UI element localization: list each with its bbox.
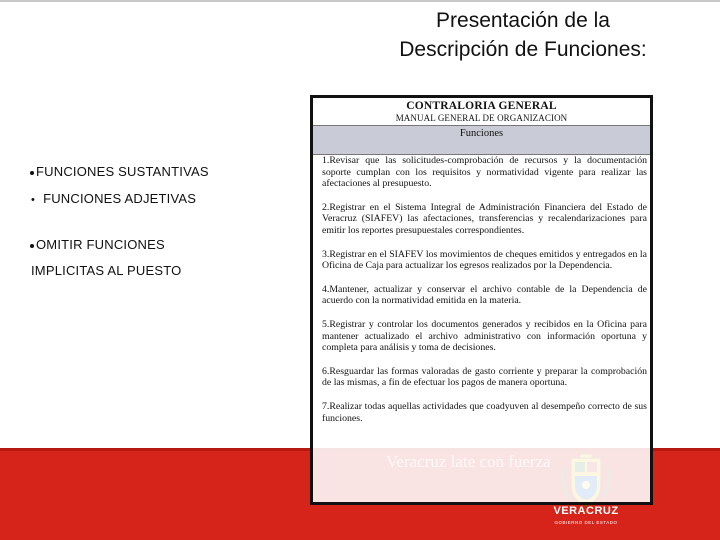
bullet-item: OMITIR FUNCIONES bbox=[30, 237, 165, 252]
function-item: 6.Resguardar las formas valoradas de gasto corriente y preparar la comprobación de las mismas, a fin de efectuar los pagos de manera oportuna. bbox=[322, 365, 647, 389]
bullet-item: FUNCIONES SUSTANTIVAS bbox=[30, 164, 209, 179]
document-manual: MANUAL GENERAL DE ORGANIZACION bbox=[395, 113, 568, 123]
function-item: 2.Registrar en el Sistema Integral de Administración Financiera del Estado de Veracruz (SIAFEV) las afectaciones, transferencias y recalendarizaciones para emitir los reportes presupuestales correspondientes. bbox=[322, 201, 647, 236]
function-item: 1.Revisar que las solicitudes-comprobación de recursos y la documentación soporte cumplan con los requisitos y normatividad vigente para realizar las afectaciones al presupuesto. bbox=[322, 155, 647, 190]
bullet-item: • FUNCIONES ADJETIVAS bbox=[31, 191, 197, 206]
functions-document-image bbox=[310, 95, 653, 505]
bullet-continuation: IMPLICITAS AL PUESTO bbox=[31, 263, 182, 278]
bullet-dot-icon bbox=[30, 244, 34, 248]
document-functions-list bbox=[313, 155, 650, 424]
document-header bbox=[313, 98, 650, 125]
footer-logo-word: VERACRUZ bbox=[553, 505, 619, 517]
function-item: 5.Registrar y controlar los documentos generados y recibidos en la Oficina para mantener actualizado el archivo administrativo con información oportuna y completa para análisis y toma de decisiones. bbox=[322, 318, 647, 354]
slide-title bbox=[330, 6, 716, 64]
document-section-band: Funciones bbox=[313, 125, 650, 155]
document-org: CONTRALORIA GENERAL bbox=[406, 100, 557, 112]
title-line-2: Descripción de Funciones: bbox=[399, 38, 647, 61]
function-item: 7.Realizar todas aquellas actividades que coadyuven al desempeño correcto de sus funciones. bbox=[322, 400, 647, 424]
bullet-dot-icon bbox=[30, 171, 34, 175]
top-rule bbox=[0, 0, 720, 2]
title-line-1: Presentación de la bbox=[436, 9, 610, 32]
bullet-dot-icon: • bbox=[31, 194, 36, 206]
footer-logo-subtitle: GOBIERNO DEL ESTADO bbox=[554, 520, 618, 525]
function-item: 4.Mantener, actualizar y conservar el archivo contable de la Dependencia de acuerdo con la normatividad emitida en la materia. bbox=[322, 283, 647, 307]
function-item: 3.Registrar en el SIAFEV los movimientos de cheques emitidos y entregados en la Oficina de Caja para actualizar los egresos realizados por la Dependencia. bbox=[322, 248, 647, 272]
